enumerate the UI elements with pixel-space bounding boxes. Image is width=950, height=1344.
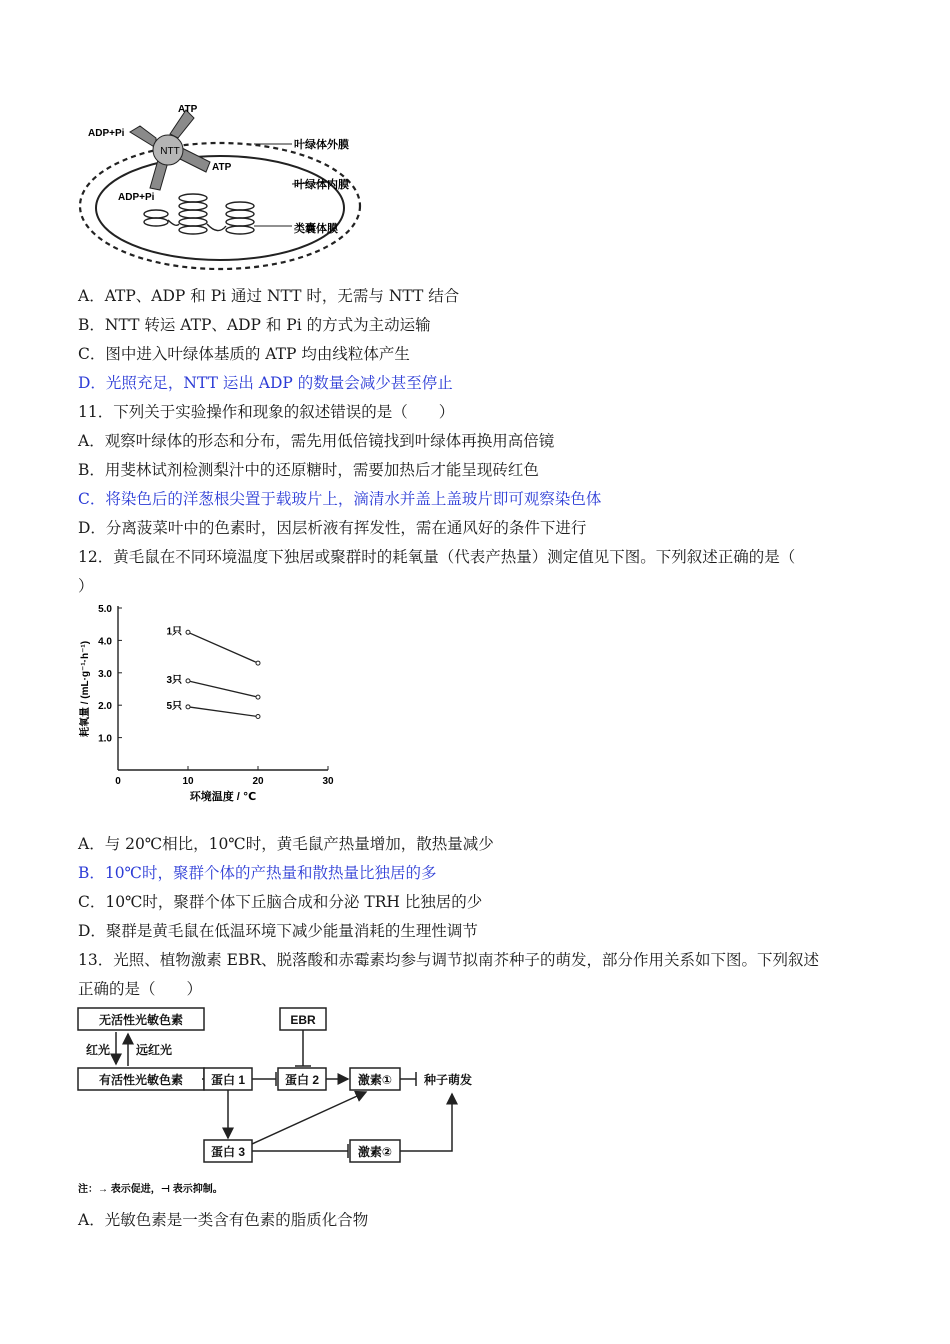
adp-top-label: ADP+Pi — [88, 128, 125, 139]
series-line — [188, 707, 258, 717]
oxygen-consumption-chart — [74, 598, 354, 808]
ebr-label: EBR — [290, 1013, 316, 1027]
ntt-label: NTT — [160, 146, 180, 157]
data-point — [186, 630, 190, 634]
thylakoid-stacks — [144, 194, 254, 234]
adp-mid-label: ADP+Pi — [118, 192, 155, 203]
q11-stem: 11．下列关于实验操作和现象的叙述错误的是（ ） — [78, 403, 455, 421]
q10-option-a: A．ATP、ADP 和 Pi 通过 NTT 时，无需与 NTT 结合 — [78, 287, 460, 305]
series-label: 1只 — [166, 626, 182, 638]
q11-option-c: C．将染色后的洋葱根尖置于载玻片上，滴清水并盖上盖玻片即可观察染色体 — [78, 490, 602, 508]
series-label: 3只 — [166, 674, 182, 686]
hormone2-label: 激素② — [357, 1145, 393, 1159]
inactive-label: 无活性光敏色素 — [98, 1013, 184, 1027]
q10-option-c: C．图中进入叶绿体基质的 ATP 均由线粒体产生 — [78, 345, 410, 363]
q12-option-c: C．10℃时，聚群个体下丘脑合成和分泌 TRH 比独居的少 — [78, 893, 483, 911]
data-point — [256, 715, 260, 719]
q10-option-d: D．光照充足，NTT 运出 ADP 的数量会减少甚至停止 — [78, 374, 453, 392]
data-point — [186, 679, 190, 683]
hormone1-label: 激素① — [357, 1073, 393, 1087]
y-tick-label: 2.0 — [98, 701, 112, 713]
y-tick-label: 1.0 — [98, 733, 112, 745]
q11-option-a: A．观察叶绿体的形态和分布，需先用低倍镜找到叶绿体再换用高倍镜 — [78, 432, 555, 450]
active-label: 有活性光敏色素 — [98, 1073, 184, 1087]
data-point — [256, 661, 260, 665]
thylakoid-label: 类囊体膜 — [294, 223, 338, 235]
outer-membrane-label: 叶绿体外膜 — [294, 139, 349, 151]
protein2-label: 蛋白 2 — [284, 1073, 320, 1087]
q13-option-a: A．光敏色素是一类含有色素的脂质化合物 — [78, 1211, 369, 1229]
diagram-note: 注：→ 表示促进，⊣ 表示抑制。 — [78, 1184, 223, 1195]
q12-option-d: D．聚群是黄毛鼠在低温环境下减少能量消耗的生理性调节 — [78, 922, 478, 940]
atp-mid-label: ATP — [212, 162, 232, 173]
chloroplast-ntt-figure — [78, 96, 368, 274]
germination-label: 种子萌发 — [423, 1073, 473, 1087]
protein3-label: 蛋白 3 — [210, 1145, 246, 1159]
y-axis-title: 耗氧量 / (mL·g⁻¹·h⁻¹) — [80, 640, 91, 738]
x-tick-label: 30 — [322, 776, 334, 787]
red-light-label: 红光 — [85, 1043, 111, 1057]
q12-option-a: A．与 20℃相比，10℃时，黄毛鼠产热量增加，散热量减少 — [78, 835, 494, 853]
far-red-label: 远红光 — [135, 1043, 173, 1057]
y-tick-label: 4.0 — [98, 636, 112, 648]
q13-stem-line2: 正确的是（ ） — [78, 980, 203, 998]
x-axis-title: 环境温度 / ℃ — [189, 791, 257, 803]
atp-top-label: ATP — [178, 104, 198, 115]
q12-stem-line2: ） — [78, 577, 94, 595]
seed-germination-diagram — [76, 1004, 496, 1200]
inner-membrane-label: 叶绿体内膜 — [294, 179, 349, 191]
q13-stem-line1: 13．光照、植物激素 EBR、脱落酸和赤霉素均参与调节拟南芥种子的萌发，部分作用关系如下图。下列叙述 — [78, 951, 820, 969]
q10-option-b: B．NTT 转运 ATP、ADP 和 Pi 的方式为主动运输 — [78, 316, 431, 334]
q11-option-b: B．用斐林试剂检测梨汁中的还原糖时，需要加热后才能呈现砖红色 — [78, 461, 539, 479]
series-line — [188, 632, 258, 663]
series-line — [188, 681, 258, 697]
q12-stem-line1: 12．黄毛鼠在不同环境温度下独居或聚群时的耗氧量（代表产热量）测定值见下图。下列叙述正确的是（ — [78, 548, 796, 566]
y-tick-label: 5.0 — [98, 604, 112, 615]
y-tick-label: 3.0 — [98, 668, 112, 680]
q11-option-d: D．分离菠菜叶中的色素时，因层析液有挥发性，需在通风好的条件下进行 — [78, 519, 587, 537]
x-tick-label: 0 — [115, 776, 121, 787]
protein1-label: 蛋白 1 — [210, 1073, 246, 1087]
x-tick-label: 10 — [182, 776, 194, 787]
x-tick-label: 20 — [252, 776, 264, 787]
data-point — [256, 695, 260, 699]
data-point — [186, 705, 190, 709]
series-label: 5只 — [166, 700, 182, 712]
q12-option-b: B．10℃时，聚群个体的产热量和散热量比独居的多 — [78, 864, 437, 882]
